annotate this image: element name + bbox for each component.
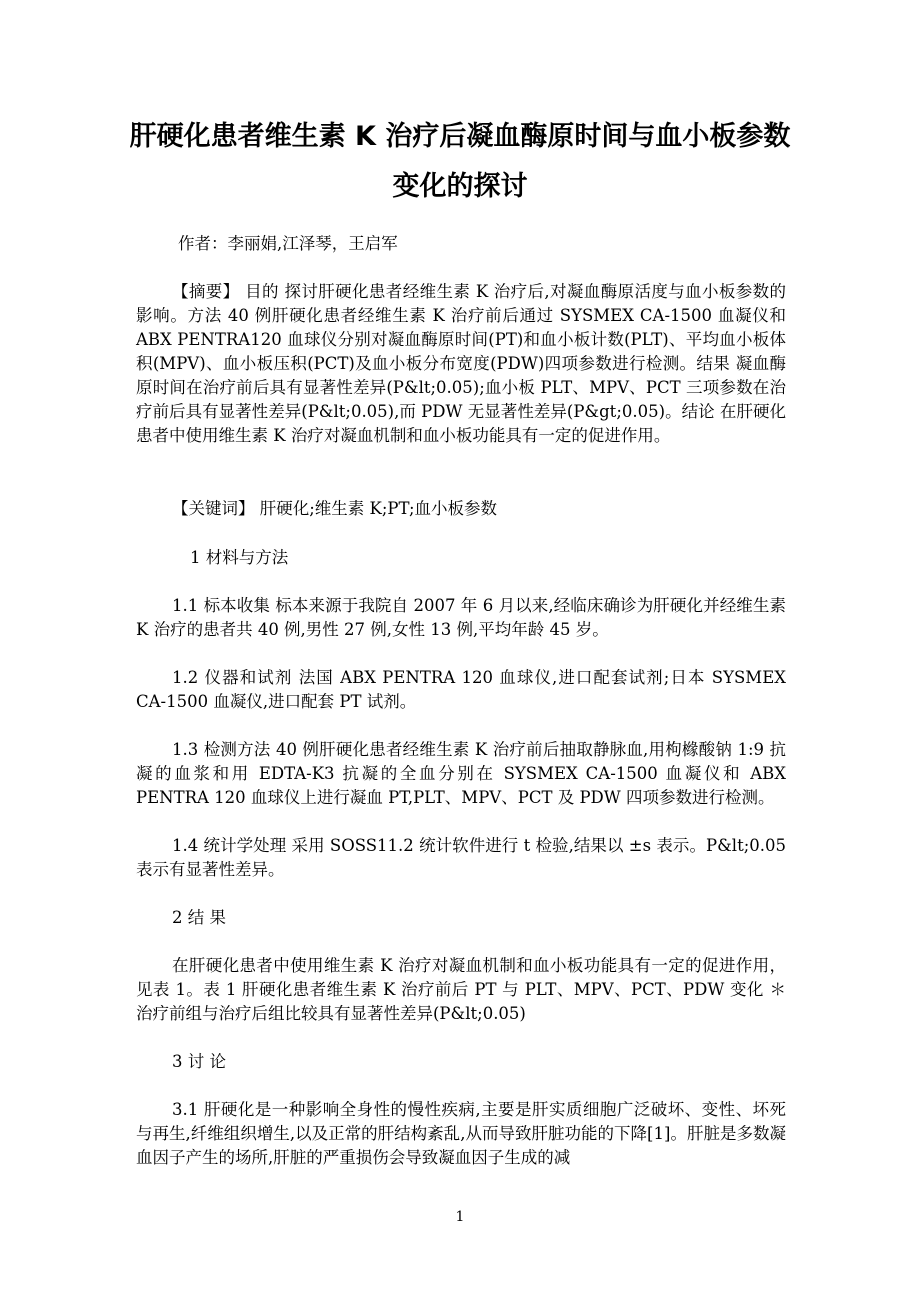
author-line: 作者：李丽娟,江泽琴，王启军: [178, 234, 398, 253]
section-2-heading: 2 结 果: [172, 908, 226, 927]
keywords-paragraph: 【关键词】 肝硬化;维生素 K;PT;血小板参数: [172, 499, 498, 518]
page-number: 1: [455, 1209, 465, 1225]
section-2-paragraph: 在肝硬化患者中使用维生素 K 治疗对凝血机制和血小板功能具有一定的促进作用，见表 1。表 1 肝硬化患者维生素 K 治疗前后 PT 与 PLT、MPV、PCT、PDW 变化 ＊ 治疗前组与治疗后组比较具有显著性差异(P&lt;0.05): [136, 956, 786, 1023]
section-3-1-paragraph: 3.1 肝硬化是一种影响全身性的慢性疾病,主要是肝实质细胞广泛破坏、变性、坏死与再生,纤维组织增生,以及正常的肝结构紊乱,从而导致肝脏功能的下降[1]。肝脏是多数凝血因子产生的场所,肝脏的严重损伤会导致凝血因子生成的减: [136, 1100, 786, 1167]
section-1-2-paragraph: 1.2 仪器和试剂 法国 ABX PENTRA 120 血球仪,进口配套试剂;日本 SYSMEX CA-1500 血凝仪,进口配套 PT 试剂。: [136, 668, 786, 711]
section-1-4-paragraph: 1.4 统计学处理 采用 SOSS11.2 统计软件进行 t 检验,结果以 ±s 表示。P&lt;0.05 表示有显著性差异。: [136, 836, 786, 879]
section-1-heading: 1 材料与方法: [190, 548, 289, 567]
section-1-3-paragraph: 1.3 检测方法 40 例肝硬化患者经维生素 K 治疗前后抽取静脉血,用枸橼酸钠 1:9 抗凝的血浆和用 EDTA-K3 抗凝的全血分别在 SYSMEX CA-1500 血凝仪和 ABX PENTRA 120 血球仪上进行凝血 PT,PLT、MPV、PCT 及 PDW 四项参数进行检测。: [136, 740, 786, 807]
section-3-heading: 3 讨 论: [172, 1052, 226, 1071]
paper-title: 肝硬化患者维生素 K 治疗后凝血酶原时间与血小板参数变化的探讨: [129, 121, 791, 202]
section-1-1-paragraph: 1.1 标本收集 标本来源于我院自 2007 年 6 月以来,经临床确诊为肝硬化并经维生素 K 治疗的患者共 40 例,男性 27 例,女性 13 例,平均年龄 45 岁。: [136, 596, 786, 639]
abstract-paragraph: 【摘要】 目的 探讨肝硬化患者经维生素 K 治疗后,对凝血酶原活度与血小板参数的影响。方法 40 例肝硬化患者经维生素 K 治疗前后通过 SYSMEX CA-1500 血凝仪和 ABX PENTRA120 血球仪分别对凝血酶原时间(PT)和血小板计数(PLT)、平均血小板体积(MPV)、血小板压积(PCT)及血小板分布宽度(PDW)四项参数进行检测。结果 凝血酶原时间在治疗前后具有显著性差异(P&lt;0.05);血小板 PLT、MPV、PCT 三项参数在治疗前后具有显著性差异(P&lt;0.05),而 PDW 无显著性差异(P&gt;0.05)。结论 在肝硬化患者中使用维生素 K 治疗对凝血机制和血小板功能具有一定的促进作用。: [136, 282, 786, 445]
